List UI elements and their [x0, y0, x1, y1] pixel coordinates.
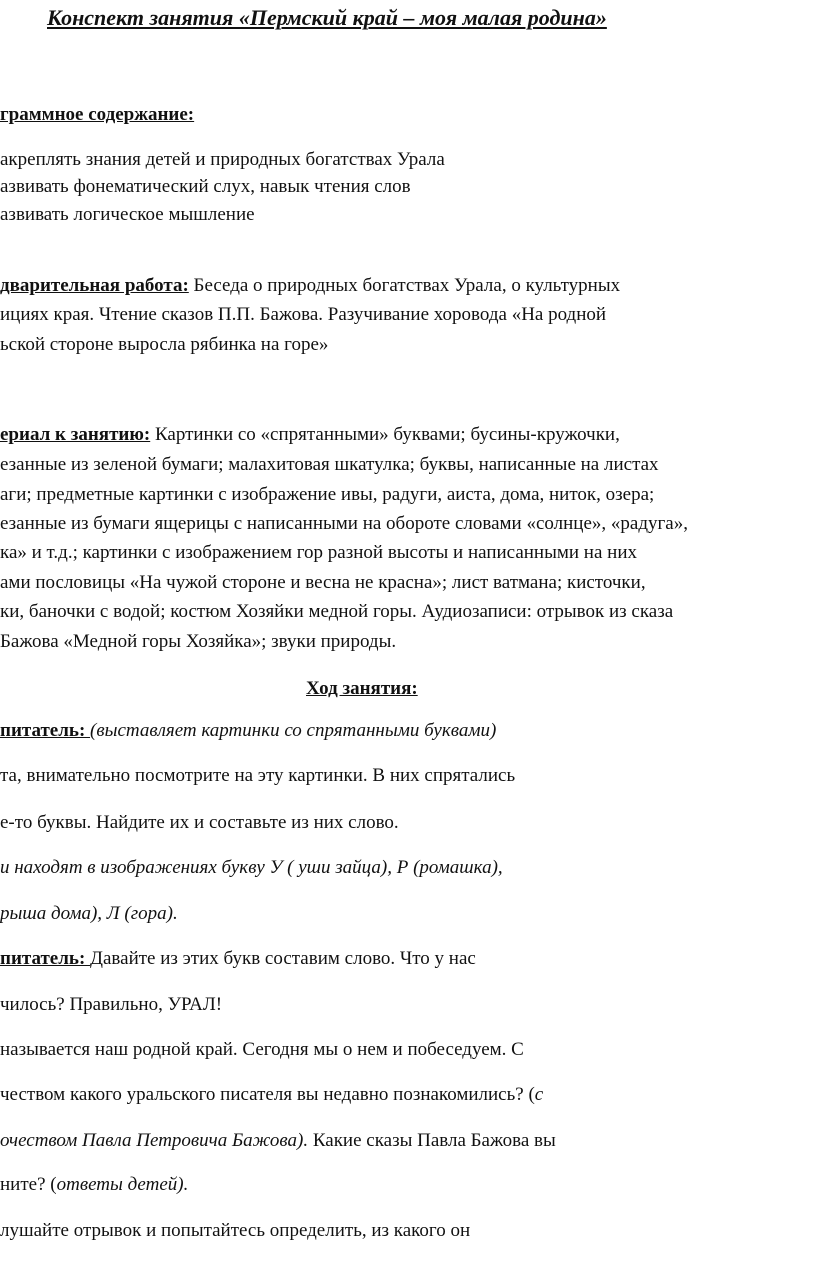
course-line: лушайте отрывок и попытайтесь определить, из какого он	[0, 1220, 471, 1241]
course-line	[0, 947, 476, 971]
preliminary-text: Беседа о природных богатствах Урала, о культурных	[188, 275, 621, 296]
materials-line: ка» и т.д.; картинки с изображением гор разной высоты и написанными на них	[0, 542, 637, 563]
course-text: Какие сказы Павла Бажова вы	[308, 1130, 556, 1151]
preliminary-line: ьской стороне выросла рябинка на горе»	[0, 334, 329, 355]
course-line: рыша дома), Л (гора).	[0, 903, 178, 924]
materials-text: Картинки со «спрятанными» буквами; бусины-кружочки,	[150, 424, 620, 445]
page-title: Конспект занятия «Пермский край – моя малая родина»	[47, 5, 607, 30]
preliminary-heading: дварительная работа:	[0, 275, 189, 296]
stage-direction: (выставляет картинки со спрятанными буквами)	[90, 720, 497, 741]
preliminary-line	[0, 274, 620, 298]
materials-line: ки, баночки с водой; костюм Хозяйки медной горы. Аудиозаписи: отрывок из сказа	[0, 601, 674, 622]
course-line	[0, 1173, 188, 1197]
program-heading: граммное содержание:	[0, 104, 195, 125]
materials-line: аги; предметные картинки с изображение ивы, радуги, аиста, дома, ниток, озера;	[0, 484, 655, 505]
materials-line: ами пословицы «На чужой стороне и весна не красна»; лист ватмана; кисточки,	[0, 572, 646, 593]
course-text: чеством какого уральского писателя вы недавно познакомились? (	[0, 1084, 535, 1105]
course-line	[0, 719, 496, 743]
materials-line: езанные из бумаги ящерицы с написанными на обороте словами «солнце», «радуга»,	[0, 513, 688, 534]
course-line: и находят в изображениях букву У ( уши зайца), Р (ромашка),	[0, 857, 503, 878]
course-heading: Ход занятия:	[306, 678, 418, 699]
course-line: е-то буквы. Найдите их и составьте из них слово.	[0, 812, 399, 833]
teacher-label: питатель:	[0, 948, 91, 969]
course-italic: с	[534, 1084, 544, 1105]
materials-line: езанные из зеленой бумаги; малахитовая шкатулка; буквы, написанные на листах	[0, 454, 659, 475]
course-line: та, внимательно посмотрите на эту картинки. В них спрятались	[0, 765, 516, 786]
materials-line	[0, 423, 620, 447]
teacher-label: питатель:	[0, 720, 91, 741]
course-italic: ответы детей).	[56, 1174, 189, 1195]
course-line: чилось? Правильно, УРАЛ!	[0, 994, 223, 1015]
preliminary-line: ициях края. Чтение сказов П.П. Бажова. Разучивание хоровода «На родной	[0, 304, 607, 325]
program-item: азвивать фонематический слух, навык чтения слов	[0, 176, 411, 197]
program-item: азвивать логическое мышление	[0, 204, 255, 225]
course-text: Давайте из этих букв составим слово. Что у нас	[90, 948, 476, 969]
course-text: ните? (	[0, 1174, 57, 1195]
materials-line: Бажова «Медной горы Хозяйка»; звуки природы.	[0, 631, 397, 652]
course-italic: очеством Павла Петровича Бажова).	[0, 1130, 309, 1151]
course-line	[0, 1129, 556, 1153]
program-item: акреплять знания детей и природных богатствах Урала	[0, 149, 445, 170]
materials-heading: ериал к занятию:	[0, 424, 151, 445]
course-line: называется наш родной край. Сегодня мы о нем и побеседуем. С	[0, 1039, 524, 1060]
course-line	[0, 1083, 543, 1107]
